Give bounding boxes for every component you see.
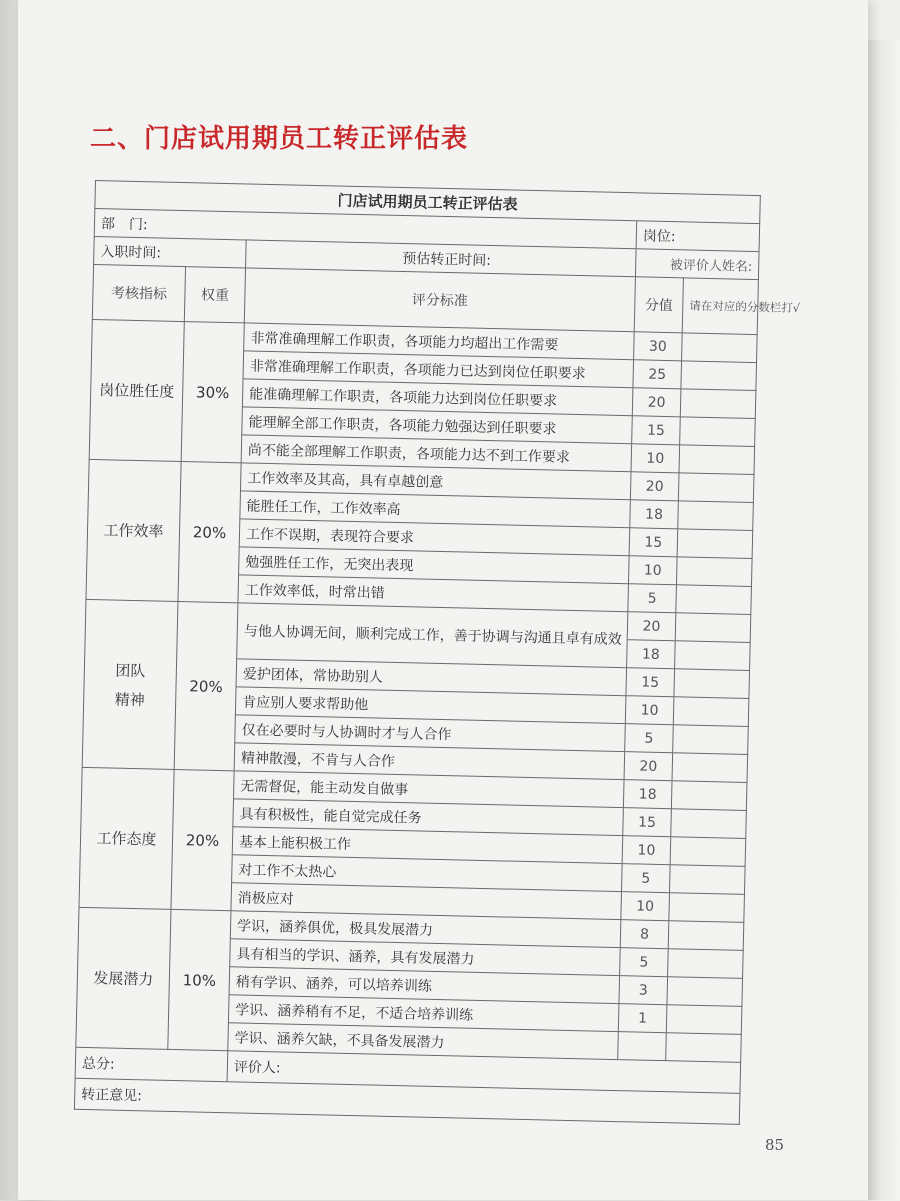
mark-cell[interactable] xyxy=(678,501,754,531)
mark-cell[interactable] xyxy=(672,753,748,783)
score-cell: 8 xyxy=(620,920,669,949)
criteria-cell: 能理解全部工作职责，各项能力勉强达到任职要求 xyxy=(242,407,633,444)
criteria-cell: 学识、涵养稍有不足，不适合培养训练 xyxy=(228,995,619,1032)
mark-cell[interactable] xyxy=(681,361,757,391)
weight-cell: 10% xyxy=(168,909,231,1050)
criteria-cell: 爱护团体，常协助别人 xyxy=(236,659,627,696)
mark-cell[interactable] xyxy=(666,1033,742,1063)
score-cell: 10 xyxy=(621,892,670,921)
header-weight: 权重 xyxy=(184,267,245,323)
criteria-cell: 消极应对 xyxy=(231,883,622,920)
score-cell: 10 xyxy=(631,444,680,473)
score-cell: 5 xyxy=(625,724,674,753)
evaluator-field[interactable]: 评价人: xyxy=(227,1051,741,1094)
evaluation-table xyxy=(74,180,801,1125)
criteria-cell: 与他人协调无间，顺利完成工作，善于协调与沟通且卓有成效 xyxy=(237,603,628,668)
criteria-cell: 非常准确理解工作职责，各项能力均超出工作需要 xyxy=(244,323,635,360)
opinion-field[interactable]: 转正意见: xyxy=(74,1078,740,1124)
score-cell: 20 xyxy=(624,752,673,781)
mark-cell[interactable] xyxy=(673,697,749,727)
mark-cell[interactable] xyxy=(679,445,755,475)
criteria-cell: 能胜任工作，工作效率高 xyxy=(240,491,631,528)
total-score-field[interactable]: 总分: xyxy=(75,1047,228,1081)
criteria-cell: 对工作不太热心 xyxy=(232,855,623,892)
criteria-cell: 具有相当的学识、涵养，具有发展潜力 xyxy=(230,939,621,976)
score-cell: 20 xyxy=(627,612,676,641)
position-field[interactable]: 岗位: xyxy=(636,221,760,252)
mark-cell[interactable] xyxy=(673,725,749,755)
mark-cell[interactable] xyxy=(677,529,753,559)
mark-cell[interactable] xyxy=(668,921,744,951)
mark-cell[interactable] xyxy=(676,585,752,615)
indicator-cell xyxy=(82,599,178,769)
criteria-cell: 工作不误期，表现符合要求 xyxy=(239,519,630,556)
criteria-cell: 基本上能积极工作 xyxy=(232,827,623,864)
mark-cell[interactable] xyxy=(669,865,745,895)
mark-cell[interactable] xyxy=(671,781,747,811)
mark-cell[interactable] xyxy=(680,417,756,447)
weight-cell: 30% xyxy=(181,322,244,463)
score-cell: 5 xyxy=(628,584,677,613)
criteria-cell: 非常准确理解工作职责，各项能力已达到岗位任职要求 xyxy=(243,351,634,388)
criteria-cell: 学识，涵养俱优，极具发展潜力 xyxy=(230,911,621,948)
criteria-cell: 工作效率低，时常出错 xyxy=(238,575,629,612)
section-title: 二、门店试用期员工转正评估表 xyxy=(90,124,469,154)
weight-cell: 20% xyxy=(171,769,234,910)
mark-cell[interactable] xyxy=(666,1005,742,1035)
criteria-cell: 稍有学识、涵养，可以培养训练 xyxy=(229,967,620,1004)
criteria-cell: 学识、涵养欠缺，不具备发展潜力 xyxy=(228,1023,619,1060)
score-cell: 15 xyxy=(629,528,678,557)
criteria-cell: 无需督促，能主动发自做事 xyxy=(233,771,624,808)
indicator-line: 团队 xyxy=(115,661,146,680)
score-cell: 18 xyxy=(623,780,672,809)
criteria-cell: 勉强胜任工作，无突出表现 xyxy=(239,547,630,584)
mark-cell[interactable] xyxy=(667,977,743,1007)
header-criteria: 评分标准 xyxy=(244,268,635,332)
score-cell: 15 xyxy=(632,416,681,445)
score-cell xyxy=(618,1032,667,1061)
indicator-cell: 发展潜力 xyxy=(76,907,171,1049)
mark-cell[interactable] xyxy=(671,809,747,839)
score-cell: 15 xyxy=(626,668,675,697)
header-mark: 请在对应的分数栏打√ xyxy=(682,278,758,335)
score-cell: 18 xyxy=(627,640,676,669)
score-cell: 5 xyxy=(621,864,670,893)
mark-cell[interactable] xyxy=(669,893,745,923)
mark-cell[interactable] xyxy=(675,641,751,671)
criteria-cell: 尚不能全部理解工作职责，各项能力达不到工作要求 xyxy=(241,435,632,472)
score-cell: 10 xyxy=(622,836,671,865)
weight-cell: 20% xyxy=(174,601,238,770)
weight-cell: 20% xyxy=(178,462,241,603)
indicator-cell: 工作态度 xyxy=(79,767,174,909)
score-cell: 20 xyxy=(632,388,681,417)
mark-cell[interactable] xyxy=(678,473,754,503)
score-cell: 5 xyxy=(620,948,669,977)
mark-cell[interactable] xyxy=(676,557,752,587)
score-cell: 10 xyxy=(625,696,674,725)
score-cell: 15 xyxy=(623,808,672,837)
criteria-cell: 具有积极性，能自觉完成任务 xyxy=(233,799,624,836)
hire-date-field[interactable]: 入职时间: xyxy=(94,236,247,267)
score-cell: 30 xyxy=(634,332,683,361)
mark-cell[interactable] xyxy=(674,669,750,699)
mark-cell[interactable] xyxy=(670,837,746,867)
header-indicator: 考核指标 xyxy=(92,264,185,321)
expected-date-label: 预估转正时间: xyxy=(402,250,492,269)
score-cell: 20 xyxy=(630,472,679,501)
indicator-line: 精神 xyxy=(114,690,145,709)
header-score: 分值 xyxy=(634,277,683,333)
criteria-cell: 能准确理解工作职责，各项能力达到岗位任职要求 xyxy=(242,379,633,416)
mark-cell[interactable] xyxy=(668,949,744,979)
form-title: 门店试用期员工转正评估表 xyxy=(95,181,761,224)
department-field[interactable]: 部 门: xyxy=(94,209,636,249)
criteria-cell: 仅在必要时与人协调时才与人合作 xyxy=(235,715,626,752)
score-cell: 3 xyxy=(619,976,668,1005)
score-cell: 1 xyxy=(618,1004,667,1033)
criteria-cell: 精神散漫，不肯与人合作 xyxy=(234,743,625,780)
score-cell: 25 xyxy=(633,360,682,389)
indicator-cell: 工作效率 xyxy=(86,459,181,601)
mark-cell[interactable] xyxy=(680,389,756,419)
indicator-cell: 岗位胜任度 xyxy=(89,319,184,461)
score-cell: 10 xyxy=(628,556,677,585)
evaluatee-name-field[interactable]: 被评价人姓名: xyxy=(635,249,759,280)
page-stack-edge xyxy=(868,40,900,1200)
score-cell: 18 xyxy=(630,500,679,529)
page-number: 85 xyxy=(765,1136,785,1154)
criteria-cell: 工作效率及其高，具有卓越创意 xyxy=(240,463,631,500)
mark-cell[interactable] xyxy=(682,333,758,363)
mark-cell[interactable] xyxy=(675,613,751,643)
criteria-cell: 肯应别人要求帮助他 xyxy=(235,687,626,724)
